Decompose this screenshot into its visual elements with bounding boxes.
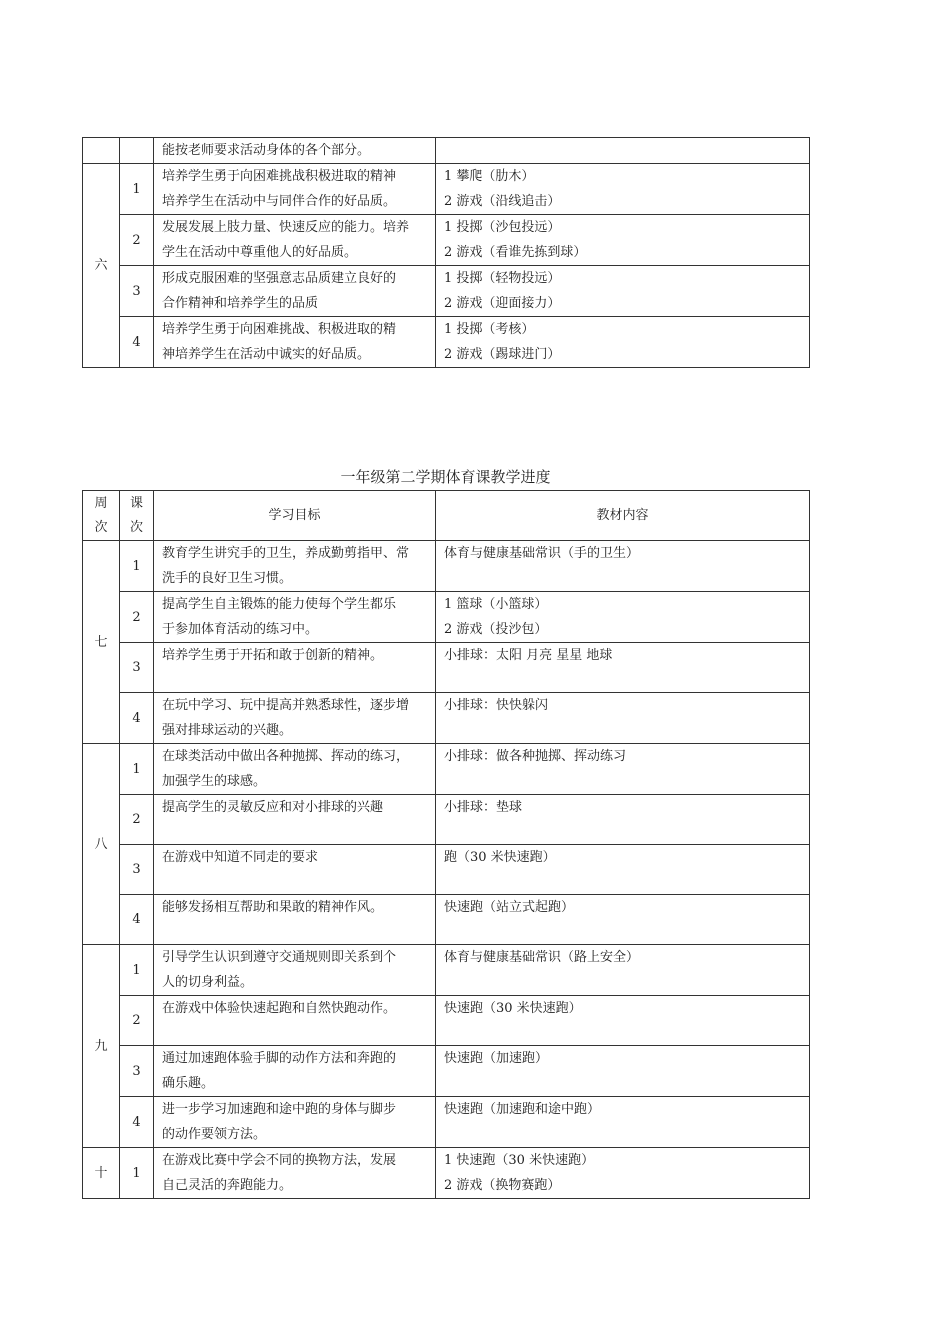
lesson-number-cell: 4	[120, 1097, 154, 1148]
content-cell	[436, 996, 810, 1046]
lesson-number-cell: 2	[120, 215, 154, 266]
table-row	[83, 1097, 810, 1148]
goal-cell: 能按老师要求活动身体的各个部分。	[154, 138, 436, 164]
table-row	[83, 744, 810, 795]
lesson-number-cell: 1	[120, 164, 154, 215]
content-line: 小排球：做各种抛掷、挥动练习	[444, 749, 627, 764]
table-row	[83, 317, 810, 368]
content-cell	[436, 164, 810, 215]
week-cell: 九	[83, 945, 120, 1148]
table-body	[83, 138, 810, 368]
content-cell	[436, 643, 810, 693]
goal-cell	[154, 1148, 436, 1199]
table-row	[83, 895, 810, 945]
content-cell	[436, 541, 810, 592]
goal-line: 在游戏中体验快速起跑和自然快跑动作。	[162, 1001, 397, 1016]
content-cell	[436, 215, 810, 266]
goal-line: 提高学生的灵敏反应和对小排球的兴趣	[162, 800, 384, 815]
lesson-number-cell: 2	[120, 795, 154, 845]
table-row	[83, 795, 810, 845]
content-cell	[436, 845, 810, 895]
goal-cell	[154, 845, 436, 895]
goal-cell	[154, 996, 436, 1046]
content-cell	[436, 266, 810, 317]
goal-line: 通过加速跑体验手脚的动作方法和奔跑的	[162, 1051, 397, 1066]
table-row	[83, 1148, 810, 1199]
table-row	[83, 693, 810, 744]
goal-header: 学习目标	[154, 491, 436, 541]
content-cell	[436, 744, 810, 795]
goal-line: 培养学生勇于向困难挑战积极进取的精神	[162, 169, 397, 184]
content-line: 2 游戏（踢球进门）	[444, 347, 561, 362]
goal-line: 强对排球运动的兴趣。	[162, 723, 293, 738]
week-header	[83, 491, 120, 541]
content-line: 1 快速跑（30 米快速跑）	[444, 1153, 595, 1168]
table-row	[83, 945, 810, 996]
lesson-number-cell: 3	[120, 845, 154, 895]
week-cell: 十	[83, 1148, 120, 1199]
week-header-line: 次	[94, 519, 108, 535]
content-line: 2 游戏（沿线追击）	[444, 194, 561, 209]
table-row	[83, 138, 810, 164]
table-row	[83, 996, 810, 1046]
lesson-number-cell: 1	[120, 744, 154, 795]
content-line: 2 游戏（换物赛跑）	[444, 1178, 561, 1193]
content-line: 2 游戏（看谁先拣到球）	[444, 245, 587, 260]
goal-line: 教育学生讲究手的卫生，养成勤剪指甲、常	[162, 546, 410, 561]
content-cell	[436, 795, 810, 845]
lesson-number-cell: 2	[120, 996, 154, 1046]
schedule-table	[82, 490, 810, 1199]
week-cell: 八	[83, 744, 120, 945]
goal-cell	[154, 643, 436, 693]
content-cell	[436, 1097, 810, 1148]
goal-line: 提高学生自主锻炼的能力使每个学生都乐	[162, 597, 397, 612]
goal-cell	[154, 266, 436, 317]
content-line: 1 投掷（轻物投远）	[444, 271, 561, 286]
lesson-header-line: 次	[129, 519, 143, 535]
table-row	[83, 643, 810, 693]
table-row	[83, 845, 810, 895]
lesson-number-cell: 2	[120, 592, 154, 643]
goal-line: 培养学生勇于向困难挑战、积极进取的精	[162, 322, 397, 337]
content-cell	[436, 138, 810, 164]
table-row	[83, 266, 810, 317]
goal-line: 在游戏比赛中学会不同的换物方法，发展	[162, 1153, 397, 1168]
goal-cell	[154, 215, 436, 266]
goal-line: 培养学生在活动中与同伴合作的好品质。	[162, 194, 397, 209]
content-line: 快速跑（加速跑）	[444, 1051, 549, 1066]
week-header-line: 周	[94, 495, 108, 511]
lesson-number-cell: 4	[120, 317, 154, 368]
lesson-header	[120, 491, 154, 541]
week-cell: 七	[83, 541, 120, 744]
goal-line: 神培养学生在活动中诚实的好品质。	[162, 347, 371, 362]
lesson-number-cell: 3	[120, 1046, 154, 1097]
content-cell	[436, 895, 810, 945]
content-cell	[436, 592, 810, 643]
content-cell	[436, 945, 810, 996]
goal-cell	[154, 693, 436, 744]
goal-cell	[154, 1046, 436, 1097]
goal-line: 学生在活动中尊重他人的好品质。	[162, 245, 358, 260]
lesson-number-cell: 1	[120, 1148, 154, 1199]
table-row	[83, 592, 810, 643]
content-line: 1 投掷（考核）	[444, 322, 535, 337]
lesson-header-line: 课	[129, 495, 143, 511]
goal-cell	[154, 1097, 436, 1148]
lesson-number-cell: 1	[120, 541, 154, 592]
content-cell	[436, 1046, 810, 1097]
goal-cell	[154, 317, 436, 368]
goal-line: 于参加体育活动的练习中。	[162, 622, 319, 637]
schedule-title: 一年级第二学期体育课教学进度	[340, 468, 551, 486]
content-line: 1 篮球（小篮球）	[444, 597, 548, 612]
goal-line: 进一步学习加速跑和途中跑的身体与脚步	[162, 1102, 397, 1117]
content-cell	[436, 1148, 810, 1199]
content-line: 1 投掷（沙包投远）	[444, 220, 561, 235]
lesson-number-cell: 4	[120, 895, 154, 945]
week-cell: 六	[83, 164, 120, 368]
goal-line: 人的切身利益。	[162, 975, 254, 990]
week-cell	[83, 138, 120, 164]
lesson-number-cell: 3	[120, 266, 154, 317]
goal-line: 洗手的良好卫生习惯。	[162, 571, 293, 586]
content-line: 小排球：太阳 月亮 星星 地球	[444, 648, 613, 663]
goal-cell	[154, 541, 436, 592]
goal-line: 培养学生勇于开拓和敢于创新的精神。	[162, 648, 384, 663]
content-line: 小排球：垫球	[444, 800, 523, 815]
goal-line: 在游戏中知道不同走的要求	[162, 850, 319, 865]
content-cell	[436, 317, 810, 368]
goal-cell	[154, 592, 436, 643]
goal-cell	[154, 744, 436, 795]
goal-line: 确乐趣。	[162, 1076, 215, 1091]
content-line: 体育与健康基础常识（手的卫生）	[444, 546, 640, 561]
content-line: 快速跑（30 米快速跑）	[444, 1001, 582, 1016]
content-line: 2 游戏（投沙包）	[444, 622, 548, 637]
goal-line: 能够发扬相互帮助和果敢的精神作风。	[162, 900, 384, 915]
goal-cell	[154, 164, 436, 215]
content-cell	[436, 693, 810, 744]
table-row	[83, 215, 810, 266]
goal-line: 在玩中学习、玩中提高并熟悉球性，逐步增	[162, 698, 410, 713]
content-header: 教材内容	[436, 491, 810, 541]
content-line: 体育与健康基础常识（路上安全）	[444, 950, 640, 965]
content-line: 快速跑（站立式起跑）	[444, 900, 575, 915]
goal-line: 在球类活动中做出各种抛掷、挥动的练习，	[162, 749, 410, 764]
goal-line: 自己灵活的奔跑能力。	[162, 1178, 293, 1193]
goal-line: 的动作要领方法。	[162, 1127, 267, 1142]
goal-line: 形成克服困难的坚强意志品质建立良好的	[162, 271, 397, 286]
goal-line: 加强学生的球感。	[162, 774, 267, 789]
content-line: 小排球：快快躲闪	[444, 698, 549, 713]
schedule-table-continued	[82, 137, 810, 368]
lesson-number-cell	[120, 138, 154, 164]
goal-line: 引导学生认识到遵守交通规则即关系到个	[162, 950, 397, 965]
table-body	[83, 491, 810, 1199]
lesson-number-cell: 1	[120, 945, 154, 996]
content-line: 1 攀爬（肋木）	[444, 169, 535, 184]
goal-line: 合作精神和培养学生的品质	[162, 296, 319, 311]
table-row	[83, 1046, 810, 1097]
table-row	[83, 164, 810, 215]
header-row	[83, 491, 810, 541]
content-line: 快速跑（加速跑和途中跑）	[444, 1102, 601, 1117]
content-line: 跑（30 米快速跑）	[444, 850, 556, 865]
lesson-number-cell: 4	[120, 693, 154, 744]
goal-cell	[154, 945, 436, 996]
goal-cell	[154, 895, 436, 945]
goal-line: 发展发展上肢力量、快速反应的能力。培养	[162, 220, 410, 235]
table-row	[83, 541, 810, 592]
goal-cell	[154, 795, 436, 845]
content-line: 2 游戏（迎面接力）	[444, 296, 561, 311]
lesson-number-cell: 3	[120, 643, 154, 693]
